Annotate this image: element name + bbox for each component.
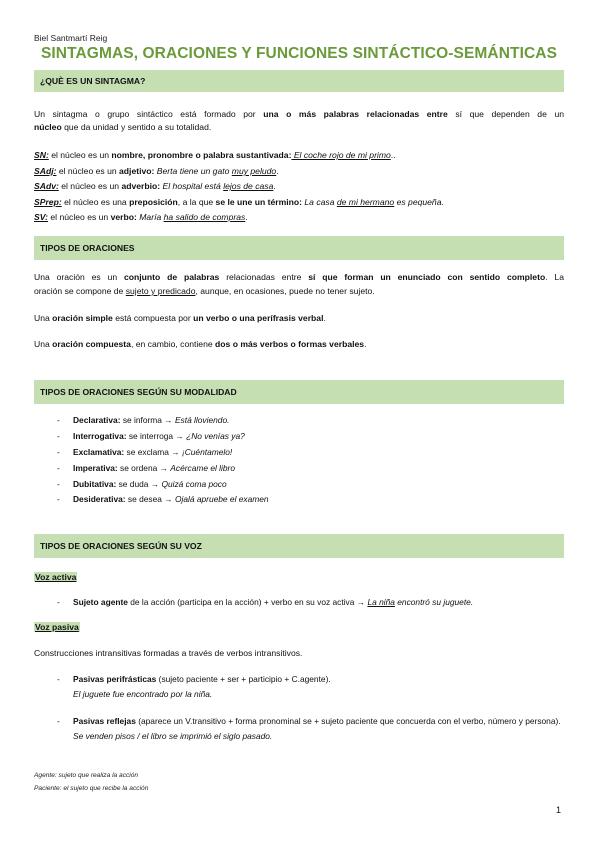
text-run-bold: adjetivo: — [119, 166, 155, 176]
type-sadj — [34, 166, 279, 176]
text-run: oración se compone de — [34, 286, 126, 296]
list-dash: - — [57, 674, 60, 684]
type-sn — [34, 150, 396, 160]
text-run: .. — [390, 150, 396, 160]
example: María — [136, 212, 164, 222]
list-dash: - — [57, 597, 60, 607]
footnote-paciente: Paciente: el sujeto que recibe la acción — [34, 785, 149, 792]
voz-pasiva-label: Voz pasiva — [35, 622, 79, 632]
example: El coche rojo de mi primo — [291, 150, 391, 160]
list-item-reflejas — [57, 714, 562, 744]
item-name: Exclamativa: — [73, 447, 125, 457]
text-run-bold: núcleo — [34, 122, 62, 132]
text-run: el núcleo es un — [58, 181, 122, 191]
text-run: el núcleo es una — [61, 197, 130, 207]
sintagma-definition-cont — [34, 122, 211, 132]
text-run-bold: una o más palabras relacionadas entre — [263, 109, 448, 119]
footnote-agente: Agente: sujeto que realiza la acción — [34, 772, 139, 779]
list-dash: - — [57, 494, 60, 504]
item-desc: se exclama → — [124, 447, 182, 457]
text-run: (sujeto paciente + ser + participio + C.agente). — [156, 674, 331, 684]
section-heading-voz — [34, 534, 564, 558]
text-run: el núcleo es un — [56, 166, 120, 176]
list-dash: - — [57, 463, 60, 473]
type-sv — [34, 212, 248, 222]
item-example: ¡Cuéntamelo! — [181, 447, 233, 457]
section-heading-text: TIPOS DE ORACIONES — [40, 243, 135, 253]
item-desc: se informa → — [120, 415, 175, 425]
text-run: , aunque, en ocasiones, puede no tener sujeto. — [195, 286, 375, 296]
text-run: . — [273, 181, 276, 191]
text-run-bold: Sujeto agente — [73, 597, 128, 607]
section-heading-text: ¿QUÈ ES UN SINTAGMA? — [40, 76, 146, 86]
text-run: Una — [34, 313, 53, 323]
item-name: Interrogativa: — [73, 431, 127, 441]
text-run: que da unidad y sentido a su totalidad. — [61, 122, 212, 132]
pasiva-intro: Construcciones intransitivas formadas a través de verbos intransitivos. — [34, 648, 303, 658]
abbr: SAdj: — [34, 166, 57, 176]
abbr: SN: — [34, 150, 49, 160]
example: El juguete fue encontrado por la niña. — [73, 689, 213, 699]
text-run-bold: Pasivas reflejas — [73, 716, 136, 726]
section-heading-sintagma — [34, 70, 564, 92]
text-run: el núcleo es un — [48, 150, 112, 160]
section-heading-modalidad — [34, 380, 564, 404]
section-heading-text: TIPOS DE ORACIONES SEGÚN SU VOZ — [40, 541, 202, 551]
text-run: Un sintagma o grupo sintáctico está formado por — [34, 109, 264, 119]
list-dash: - — [57, 415, 60, 425]
list-dash: - — [57, 447, 60, 457]
example: La casa — [301, 197, 337, 207]
item-example: Quizá coma poco — [161, 479, 227, 489]
abbr: SAdv: — [34, 181, 59, 191]
list-dash: - — [57, 716, 60, 726]
text-run-bold: preposición — [129, 197, 178, 207]
text-run-bold: oración compuesta — [52, 339, 131, 349]
item-desc: se ordena → — [117, 463, 171, 473]
text-run-bold: Pasivas perifrásticas — [73, 674, 157, 684]
text-run: , a la que — [177, 197, 216, 207]
oracion-compuesta — [34, 339, 366, 349]
item-name: Dubitativa: — [73, 479, 117, 489]
text-run-bold: sí que forman un enunciado con sentido completo — [308, 272, 546, 282]
item-desc: se interroga → — [126, 431, 187, 441]
text-run: . — [364, 339, 367, 349]
text-run: relacionadas entre — [219, 272, 309, 282]
example: Berta tiene un gato — [154, 166, 232, 176]
text-run: . La — [545, 272, 564, 282]
example-underlined: de mi hermano — [336, 197, 395, 207]
item-desc: se duda → — [116, 479, 162, 489]
text-run-bold: un verbo o una perífrasis verbal — [193, 313, 324, 323]
type-sadv — [34, 181, 276, 191]
example-underlined: La niña — [367, 597, 395, 607]
text-run-bold: nombre, pronombre o palabra sustantivada: — [111, 150, 292, 160]
example-underlined: muy peludo — [231, 166, 277, 176]
text-run: . — [245, 212, 248, 222]
text-run-bold: conjunto de palabras — [123, 272, 220, 282]
text-run-bold: adverbio: — [121, 181, 161, 191]
item-name: Imperativa: — [73, 463, 118, 473]
abbr: SPrep: — [34, 197, 62, 207]
example-underlined: lejos de casa — [223, 181, 274, 191]
example: es pequeña. — [394, 197, 444, 207]
example: encontró su juguete. — [394, 597, 474, 607]
item-example: Está lloviendo. — [174, 415, 230, 425]
example: Se venden pisos / el libro se imprimió el siglo pasado. — [73, 731, 273, 741]
item-example: Ojalá apruebe el examen — [174, 494, 269, 504]
text-run: sí que dependen de un — [447, 109, 564, 119]
text-run: . — [276, 166, 279, 176]
item-desc: se desea → — [125, 494, 175, 504]
text-run: de la acción (participa en la acción) + verbo en su voz activa → — [127, 597, 368, 607]
item-name: Desiderativa: — [73, 494, 126, 504]
list-dash: - — [57, 431, 60, 441]
text-run: Una oración es un — [34, 272, 124, 282]
example: El hospital está — [160, 181, 224, 191]
page-number: 1 — [556, 805, 562, 815]
text-run-underlined: sujeto y predicado — [125, 286, 196, 296]
voz-activa-label: Voz activa — [35, 572, 77, 582]
text-run-bold: oración simple — [52, 313, 113, 323]
list-dash: - — [57, 479, 60, 489]
oracion-definition — [34, 269, 564, 285]
section-heading-oraciones — [34, 236, 564, 260]
text-run-bold: se le une un término: — [215, 197, 302, 207]
author-name: Biel Santmartí Reig — [34, 33, 108, 43]
item-example: ¿No venías ya? — [186, 431, 245, 441]
example-underlined: ha salido de compras — [163, 212, 246, 222]
text-run: Una — [34, 339, 53, 349]
oracion-simple — [34, 313, 326, 323]
item-name: Declarativa: — [73, 415, 121, 425]
item-example: Acércame el libro — [170, 463, 235, 473]
abbr: SV: — [34, 212, 49, 222]
text-run: (aparece un V.transitivo + forma pronominal se + sujeto paciente que concuerda con el verbo, número y persona). — [135, 716, 561, 726]
text-run: . — [323, 313, 326, 323]
page-title: SINTAGMAS, ORACIONES Y FUNCIONES SINTÁCTICO-SEMÁNTICAS — [40, 45, 558, 62]
section-heading-text: TIPOS DE ORACIONES SEGÚN SU MODALIDAD — [40, 387, 237, 397]
type-sprep — [34, 197, 444, 207]
text-run-bold: dos o más verbos o formas verbales — [215, 339, 365, 349]
text-run: el núcleo es un — [48, 212, 111, 222]
text-run: , en cambio, contiene — [130, 339, 216, 349]
list-item-perifrasticas — [57, 672, 562, 702]
sintagma-definition — [34, 106, 564, 122]
oracion-definition-cont — [34, 286, 375, 296]
text-run: está compuesta por — [112, 313, 194, 323]
text-run-bold: verbo: — [110, 212, 137, 222]
